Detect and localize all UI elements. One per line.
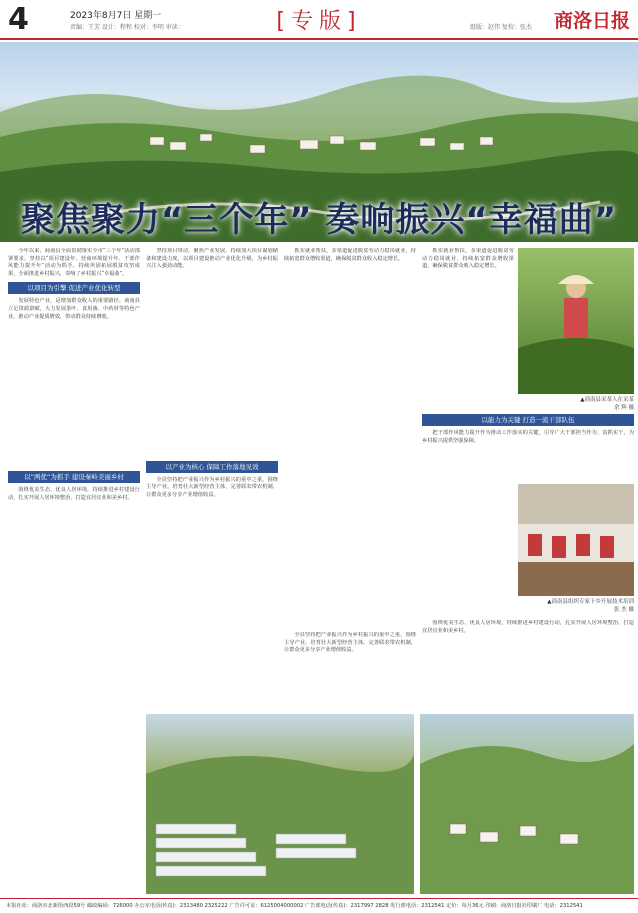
subhead-project-engine: 以项目为引擎 促进产业优化转型 [8,282,140,294]
village-illustration [420,714,634,894]
hero-photo [0,42,638,242]
article-column-4-mid [422,410,634,480]
body-paragraph: 抓实就业帮扶，多渠道促进脱贫劳动力稳岗就业，持续拓宽群众增收渠道，确保脱贫群众收入稳定增长。 [284,248,416,262]
article-column-3-lower [284,632,416,712]
body-paragraph: 围绕优美生态、优良人居环境，持续推进乡村建设行动，扎实开展人居环境整治，打造宜居宜业和美乡村。 [8,487,140,501]
intro-paragraph: 今年以来，商南县全面贯彻落实全市“三个年”活动部署要求，坚持以“项目建设年、营商环境提升年、干部作风能力提升年”活动为抓手，持续巩固拓展脱贫攻坚成果，全面推进乡村振兴，奏响了乡村振兴“幸福曲”。 [8,248,140,277]
mountain-village-photo [420,714,634,894]
tea-picker-illustration [518,248,634,394]
page-header [0,0,638,40]
subhead-industry-core: 以产业为核心 保障工作落地见效 [146,461,278,473]
body-paragraph: 全县坚持把产业振兴作为乡村振兴的重中之重，围绕主导产业，培育壮大新型经营主体，完善联农带农机制，让群众更多分享产业增值收益。 [146,476,278,498]
layout-credits: 组版：赵伟 复校：张杰 [470,24,532,31]
article-column-1 [8,248,140,893]
greenhouse-illustration [146,714,414,894]
page-headline: 聚焦聚力“三个年” 奏响振兴“幸福曲” [20,200,618,240]
subhead-two-excellent: 以“两优”为抓手 建设秦岭美丽乡村 [8,471,140,483]
body-paragraph: 抓实就业帮扶，多渠道促进脱贫劳动力稳岗就业，持续拓宽群众增收渠道，确保脱贫群众收入稳定增长。 [422,248,514,270]
section-title: [专版] [276,9,362,34]
training-photo [518,484,634,596]
subhead-ability-key: 以能力为关键 打造一流干部队伍 [422,414,634,426]
section-label: 专版 [290,9,347,34]
body-paragraph: 全县坚持把产业振兴作为乡村振兴的重中之重，围绕主导产业，培育壮大新型经营主体，完善联农带农机制，让群众更多分享产业增值收益。 [284,632,416,654]
article-column-4-lower [422,620,634,710]
body-paragraph: 围绕优美生态、优良人居环境，持续推进乡村建设行动，扎实开展人居环境整治，打造宜居宜业和美乡村。 [422,620,634,634]
photo-caption-tea: ▲商南县采茶人在采茶 余 辉 摄 [580,397,634,411]
article-column-3 [284,248,416,628]
greenhouse-valley-photo [146,714,414,894]
issue-date: 2023年8月7日 星期一 [70,11,162,21]
page-footer: 本报社址：商洛市北新街西段59号 邮政编码：726000 办公室电话(传真)：2313480 2325222 广告许可证：6125004000002 广告部电话(传真)：2317997 2828 发行部电话：2312541 定价：每月36元 印刷：商洛日报社印刷厂 电话：2312541 [0,898,638,913]
tea-picking-photo [518,248,634,394]
photo-caption-training: ▲商南县组织专家下乡开展技术培训 张 杰 摄 [547,599,634,613]
training-illustration [518,484,634,596]
body-paragraph: 把干部作风能力提升作为推动工作落实的关键，引导广大干部担当作为、真抓实干，为乡村振兴提供坚强保障。 [422,430,634,444]
body-paragraph: 坚持项目带动，聚焦产业发展，持续加大项目谋划储备和建设力度，以项目建设推动产业优化升级，为乡村振兴注入强劲动能。 [146,248,278,270]
article-column-4 [422,248,514,348]
newspaper-logo: 商洛日报 [553,10,630,32]
editor-credits: 责编：王芳 设计：程程 校对：李明 审读： [70,24,184,31]
body-paragraph: 发展特色产业，是增加群众收入的重要路径。商南县立足资源禀赋，大力发展茶叶、食用菌、中药材等特色产业，推动产业提质增效，带动群众持续增收。 [8,298,140,320]
page-number: 4 [8,2,29,37]
